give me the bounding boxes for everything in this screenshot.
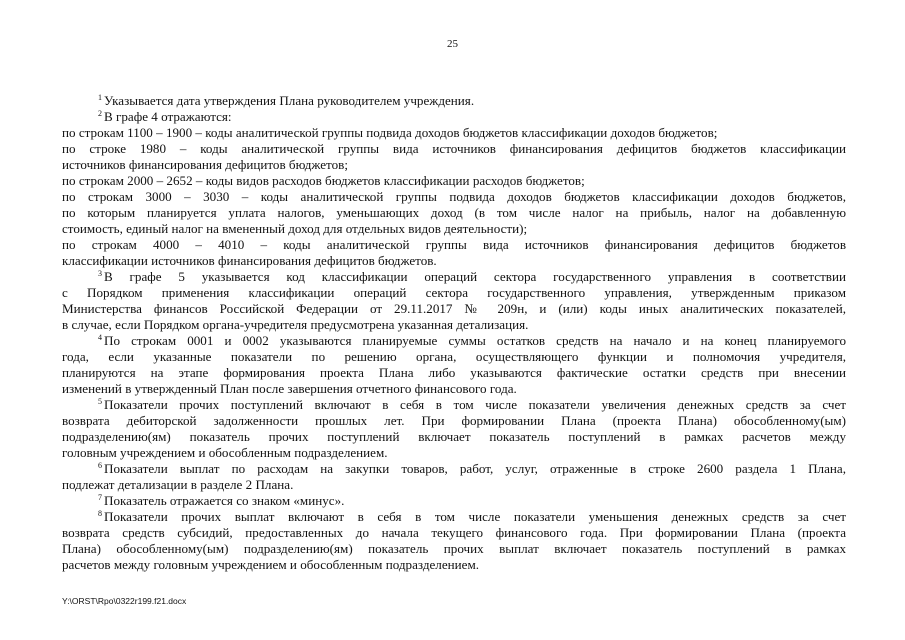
footnote-paragraph [62,189,846,237]
line-text: планируются на этапе формирования проекта Плана либо указываются фактические остатки средств при внесении [62,365,846,380]
text-line [62,493,846,509]
footnote-2 [62,109,846,125]
footnote-marker: 7 [98,493,102,502]
line-text: Плана) обособленному(ым) подразделению(ям) показатель прочих выплат включает показатель поступлений в рамках [62,541,846,556]
line-text: по строкам 1100 – 1900 – коды аналитической группы подвида доходов бюджетов классификации доходов бюджетов; [62,125,718,140]
text-line [62,509,846,525]
text-line [62,541,846,557]
line-text: Показатель отражается со знаком «минус». [104,493,345,508]
line-text: Показатели прочих поступлений включают в себя в том числе показатели увеличения денежных средств за счет [104,397,846,412]
text-line [62,461,846,477]
footnotes-body [62,93,846,573]
text-line [62,365,846,381]
line-text: в случае, если Порядком органа-учредителя предусмотрена указанная детализация. [62,317,529,332]
line-text: подразделению(ям) показатель прочих поступлений включает показатель поступлений в рамках расчетов между [62,429,846,444]
footnote-marker: 3 [98,269,102,278]
line-text: Показатели прочих выплат включают в себя в том числе показатели уменьшения денежных средств за счет [104,509,846,524]
line-text: головным учреждением и обособленным подразделением. [62,445,388,460]
line-text: По строкам 0001 и 0002 указываются планируемые суммы остатков средств на начало и на конец планируемого [104,333,846,348]
line-text: В графе 4 отражаются: [104,109,232,124]
page-number: 25 [447,38,458,50]
line-text: подлежат детализации в разделе 2 Плана. [62,477,294,492]
text-line [62,253,846,269]
footnote-1 [62,93,846,109]
footnote-7 [62,493,846,509]
text-line [62,173,846,189]
line-text: расчетов между головным учреждением и обособленным подразделением. [62,557,480,572]
line-text: Указывается дата утверждения Плана руководителем учреждения. [104,93,475,108]
line-text: изменений в утвержденный План после завершения отчетного финансового года. [62,381,517,396]
footnote-marker: 6 [98,461,102,470]
text-line [62,445,846,461]
footnote-marker: 4 [98,333,102,342]
text-line [62,525,846,541]
line-text: В графе 5 указывается код классификации операций сектора государственного управления в соответствии [104,269,846,284]
footnote-marker: 5 [98,397,102,406]
text-line [62,381,846,397]
text-line [62,429,846,445]
footnote-6 [62,461,846,493]
footnote-3 [62,269,846,333]
text-line [62,557,846,573]
text-line [62,221,846,237]
footnote-paragraph [62,237,846,269]
line-text: по строкам 3000 – 3030 – коды аналитической группы подвида доходов бюджетов классификации доходов бюджетов, [62,189,846,204]
line-text: Министерства финансов Российской Федерации от 29.11.2017 № 209н, и (или) коды иных аналитических показателей, [62,301,846,316]
text-line [62,317,846,333]
text-line [62,205,846,221]
line-text: классификации источников финансирования дефицитов бюджетов. [62,253,437,268]
text-line [62,397,846,413]
text-line [62,285,846,301]
footnote-5 [62,397,846,461]
text-line [62,301,846,317]
text-line [62,125,846,141]
line-text: с Порядком применения классификации операций сектора государственного управления, утвержденным приказом [62,285,846,300]
footnote-marker: 8 [98,509,102,518]
line-text: возврата средств субсидий, предоставленных до начала текущего финансового года. При формировании Плана (проекта [62,525,846,540]
line-text: Показатели выплат по расходам на закупки товаров, работ, услуг, отраженные в строке 2600 раздела 1 Плана, [104,461,846,476]
text-line [62,333,846,349]
line-text: возврата дебиторской задолженности прошлых лет. При формировании Плана (проекта Плана) обособленному(ым) [62,413,846,428]
footnote-marker: 1 [98,93,102,102]
line-text: по которым планируется уплата налогов, уменьшающих доход (в том числе налог на прибыль, налог на добавленную [62,205,846,220]
line-text: по строкам 4000 – 4010 – коды аналитической группы вида источников финансирования дефицитов бюджетов [62,237,846,252]
text-line [62,189,846,205]
footnote-paragraph [62,141,846,173]
text-line [62,93,846,109]
text-line [62,413,846,429]
line-text: по строке 1980 – коды аналитической группы вида источников финансирования дефицитов бюджетов классификации [62,141,846,156]
footnote-4 [62,333,846,397]
line-text: стоимость, единый налог на вмененный доход для отдельных видов деятельности); [62,221,528,236]
footnote-paragraph [62,173,846,189]
footnote-8 [62,509,846,573]
text-line [62,109,846,125]
text-line [62,157,846,173]
file-path-footer: Y:\ORST\Rpo\0322r199.f21.docx [62,596,187,606]
text-line [62,349,846,365]
text-line [62,141,846,157]
footnote-paragraph [62,125,846,141]
line-text: года, если указанные показатели по решению органа, осуществляющего функции и полномочия учредителя, [62,349,846,364]
text-line [62,477,846,493]
line-text: источников финансирования дефицитов бюджетов; [62,157,348,172]
text-line [62,269,846,285]
text-line [62,237,846,253]
line-text: по строкам 2000 – 2652 – коды видов расходов бюджетов классификации расходов бюджетов; [62,173,585,188]
footnote-marker: 2 [98,109,102,118]
